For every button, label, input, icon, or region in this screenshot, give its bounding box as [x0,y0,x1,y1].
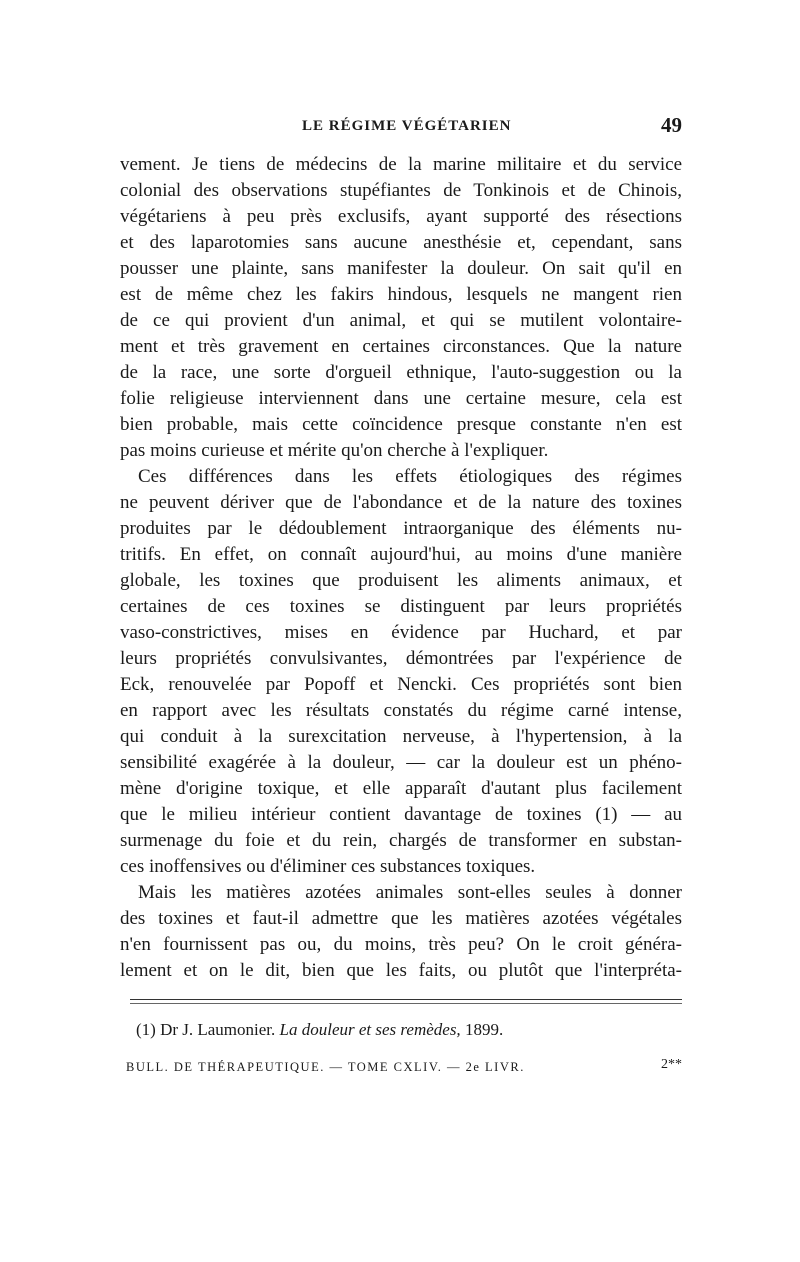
body-line: lement et on le dit, bien que les faits, ou plutôt que l'interpréta- [120,960,682,981]
body-line: Ces différences dans les effets étiologiques des régimes [138,466,682,487]
body-line: folie religieuse interviennent dans une certaine mesure, cela est [120,388,682,409]
body-line: certaines de ces toxines se distinguent par leurs propriétés [120,596,682,617]
body-line: pas moins curieuse et mérite qu'on cherche à l'expliquer. [120,440,549,461]
body-line: de la race, une sorte d'orgueil ethnique, l'auto-suggestion ou la [120,362,682,383]
footnote [136,1020,503,1040]
body-line: Eck, renouvelée par Popoff et Nencki. Ces propriétés sont bien [120,674,682,695]
body-line: pousser une plainte, sans manifester la douleur. On sait qu'il en [120,258,682,279]
body-line: vement. Je tiens de médecins de la marine militaire et du service [120,154,682,175]
footnote-year: 1899. [464,1020,504,1039]
body-line: globale, les toxines que produisent les aliments animaux, et [120,570,682,591]
footnote-title: La douleur et ses remèdes, [279,1020,461,1039]
body-line: qui conduit à la surexcitation nerveuse, à l'hypertension, à la [120,726,682,747]
signature-line [126,1057,682,1082]
body-line: et des laparotomies sans aucune anesthésie et, cependant, sans [120,232,682,253]
body-line: ces inoffensives ou d'éliminer ces substances toxiques. [120,856,536,877]
running-title: LE RÉGIME VÉGÉTARIEN [302,118,512,134]
body-line: de ce qui provient d'un animal, et qui se mutilent volontaire- [120,310,682,331]
body-line: surmenage du foie et du rein, chargés de transformer en substan- [120,830,682,851]
body-line: ne peuvent dériver que de l'abondance et de la nature des toxines [120,492,682,513]
body-line: Mais les matières azotées animales sont-elles seules à donner [138,882,682,903]
body-line: colonial des observations stupéfiantes de Tonkinois et de Chinois, [120,180,682,201]
body-line: n'en fournissent pas ou, du moins, très peu? On le croit généra- [120,934,682,955]
body-line: des toxines et faut-il admettre que les matières azotées végétales [120,908,682,929]
body-line: tritifs. En effet, on connaît aujourd'hui, au moins d'une manière [120,544,682,565]
footnote-divider [130,1003,682,1004]
page [120,0,682,1262]
journal-reference: BULL. DE THÉRAPEUTIQUE. — TOME CXLIV. — 2e LIVR. [126,1060,525,1074]
body-text [120,152,682,984]
body-line: ment et très gravement en certaines circonstances. Que la nature [120,336,682,357]
body-line: en rapport avec les résultats constatés du régime carné intense, [120,700,682,721]
footnote-divider [130,999,682,1000]
body-line: leurs propriétés convulsivantes, démontrées par l'expérience de [120,648,682,669]
body-line: produites par le dédoublement intraorganique des éléments nu- [120,518,682,539]
body-line: est de même chez les fakirs hindous, lesquels ne mangent rien [120,284,682,305]
signature-mark: 2** [661,1057,682,1072]
footnote-author: Dr J. Laumonier. [160,1020,276,1039]
page-number: 49 [661,113,682,137]
body-line: végétariens à peu près exclusifs, ayant supporté des résections [120,206,682,227]
body-line: vaso-constrictives, mises en évidence par Huchard, et par [120,622,682,643]
footnote-marker: (1) [136,1020,156,1039]
body-line: bien probable, mais cette coïncidence presque constante n'en est [120,414,682,435]
body-line: mène d'origine toxique, et elle apparaît d'autant plus facilement [120,778,682,799]
body-line: que le milieu intérieur contient davantage de toxines (1) — au [120,804,682,825]
running-header [120,115,682,143]
body-line: sensibilité exagérée à la douleur, — car la douleur est un phéno- [120,752,682,773]
